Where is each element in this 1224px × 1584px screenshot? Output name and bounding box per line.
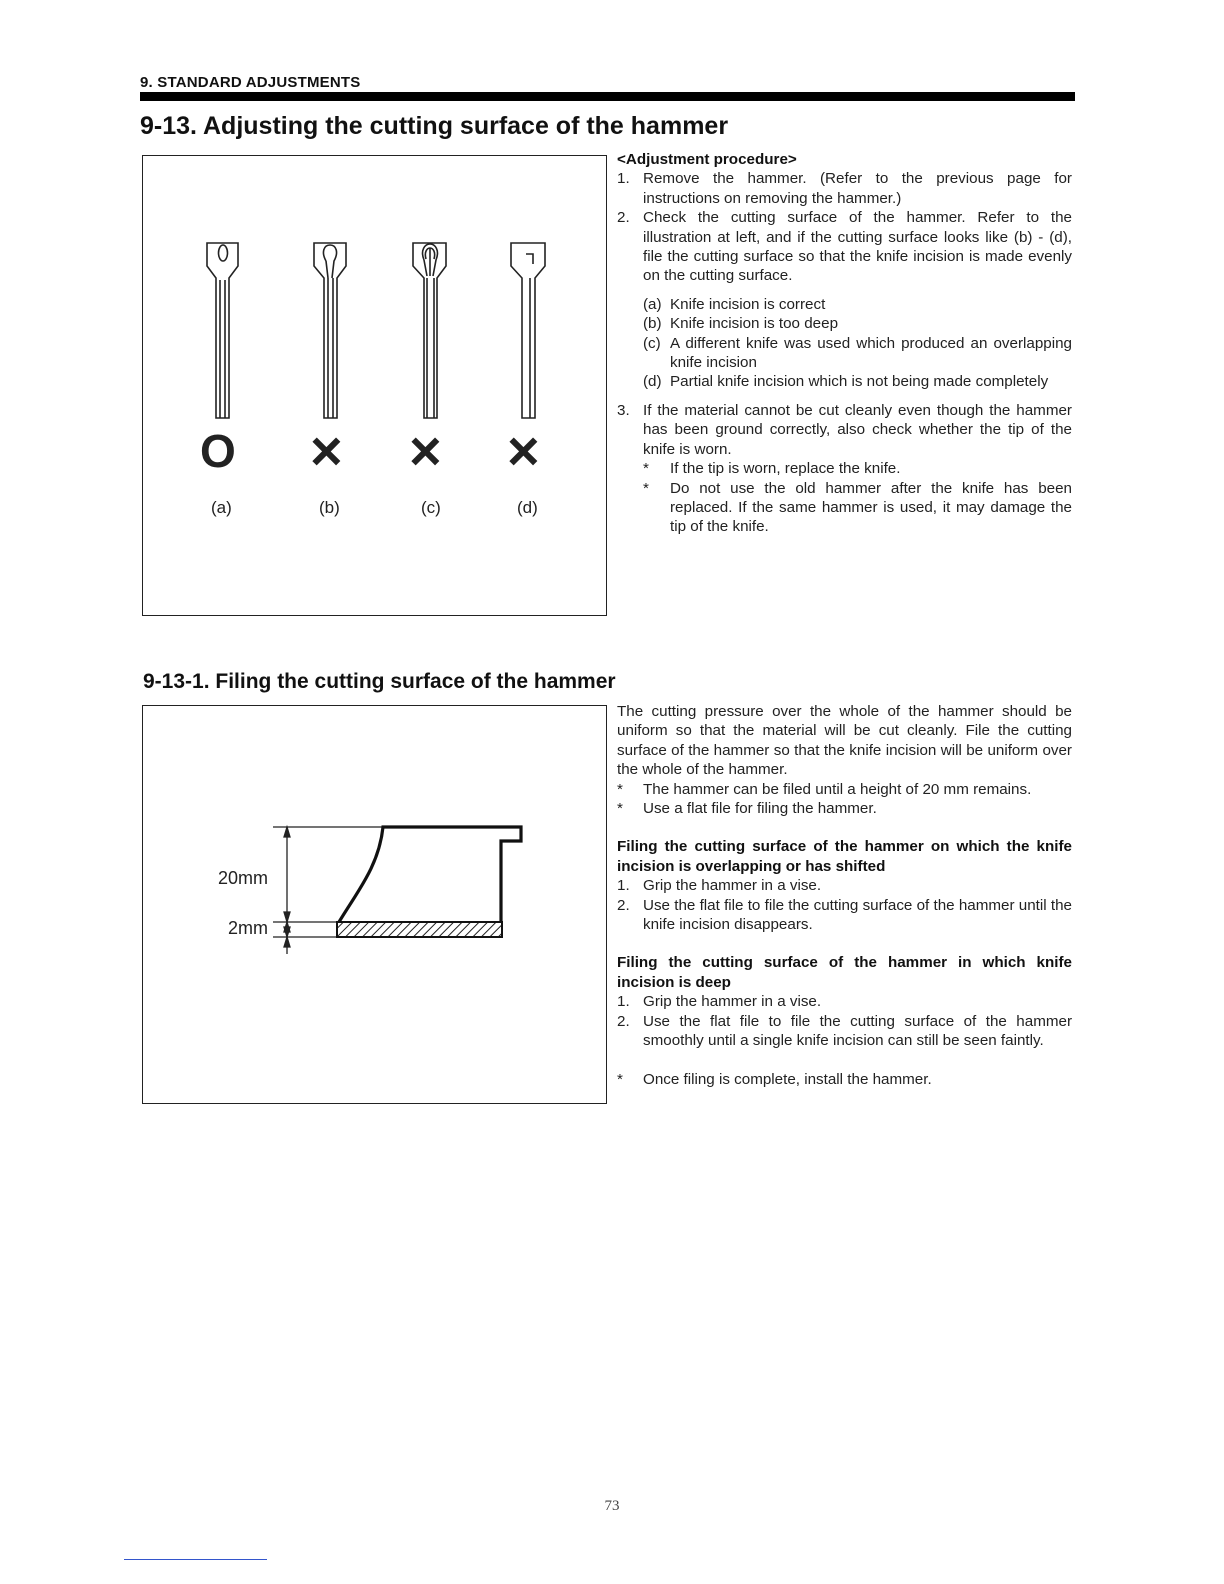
label-a: (a) bbox=[211, 498, 232, 517]
hammer-a-icon bbox=[207, 243, 238, 418]
hammer-d-icon bbox=[511, 243, 545, 418]
final-note: * Once filing is complete, install the hammer. bbox=[617, 1070, 932, 1088]
case-a: (a) Knife incision is correct bbox=[643, 295, 826, 313]
note-2: * Do not use the old hammer after the knife has been replaced. If the same hammer is used, it may damage the tip of the knife. bbox=[643, 479, 1072, 536]
dim-bottom-label: 2mm bbox=[228, 918, 268, 938]
filing-note-1: * The hammer can be filed until a height of 20 mm remains. bbox=[617, 780, 1032, 798]
procedure-heading: <Adjustment procedure> bbox=[617, 151, 797, 168]
hammer-surface-figure bbox=[142, 155, 607, 616]
subsection-title: 9-13-1. Filing the cutting surface of the hammer bbox=[143, 670, 616, 693]
mark-c: × bbox=[409, 419, 442, 482]
mark-b: × bbox=[310, 419, 343, 482]
mark-d: × bbox=[507, 419, 540, 482]
note-1: * If the tip is worn, replace the knife. bbox=[643, 460, 901, 478]
hammer-b-icon bbox=[314, 243, 346, 418]
step-2: 2. Check the cutting surface of the hammer. Refer to the illustration at left, and if the cutting surface looks like (b) - (d), file the cutting surface so that the knife incision is made evenly on the cutting surface. bbox=[617, 209, 1072, 285]
label-d: (d) bbox=[517, 498, 538, 517]
filing-figure bbox=[142, 705, 607, 1104]
case1-heading: Filing the cutting surface of the hammer on which the knife incision is overlapping or has shifted bbox=[617, 838, 1072, 875]
label-b: (b) bbox=[319, 498, 340, 517]
header-rule bbox=[140, 92, 1075, 101]
filing-instructions bbox=[617, 702, 1072, 1089]
case-c: (c) A different knife was used which produced an overlapping knife incision bbox=[643, 334, 1072, 372]
footer-line bbox=[124, 1559, 267, 1560]
label-c: (c) bbox=[421, 498, 441, 517]
adjustment-procedure bbox=[617, 150, 1072, 537]
case-d: (d) Partial knife incision which is not being made completely bbox=[643, 373, 1049, 391]
case1-step-1: 1. Grip the hammer in a vise. bbox=[617, 877, 822, 895]
dim-height-label: 20mm bbox=[218, 868, 269, 888]
chapter-header: 9. STANDARD ADJUSTMENTS bbox=[140, 74, 361, 91]
case2-heading: Filing the cutting surface of the hammer in which knife incision is deep bbox=[617, 954, 1072, 991]
filing-intro: The cutting pressure over the whole of the hammer should be uniform so that the material will be cut cleanly. File the cutting surface of the hammer so that the knife incision will be uniform over the whole of the hammer. bbox=[617, 703, 1072, 779]
hammer-c-icon bbox=[413, 243, 446, 418]
case2-step-2: 2. Use the flat file to file the cutting surface of the hammer smoothly until a single knife incision can still be seen faintly. bbox=[617, 1012, 1072, 1050]
case1-step-2: 2. Use the flat file to file the cutting surface of the hammer until the knife incision disappears. bbox=[617, 896, 1072, 934]
mark-a: O bbox=[200, 425, 236, 477]
case2-step-1: 1. Grip the hammer in a vise. bbox=[617, 993, 822, 1011]
page-number: 73 bbox=[604, 1498, 620, 1514]
case-b: (b) Knife incision is too deep bbox=[643, 315, 839, 333]
step-1: 1. Remove the hammer. (Refer to the previous page for instructions on removing the hammer.) bbox=[617, 170, 1072, 207]
filing-illustration bbox=[143, 706, 605, 1102]
section-title: 9-13. Adjusting the cutting surface of the hammer bbox=[140, 112, 729, 140]
step-3: 3. If the material cannot be cut cleanly even though the hammer has been ground correctly, also check whether the tip of the knife is worn. bbox=[617, 401, 1072, 458]
hammer-surface-illustration bbox=[143, 156, 605, 614]
filing-note-2: * Use a flat file for filing the hammer. bbox=[617, 800, 877, 818]
